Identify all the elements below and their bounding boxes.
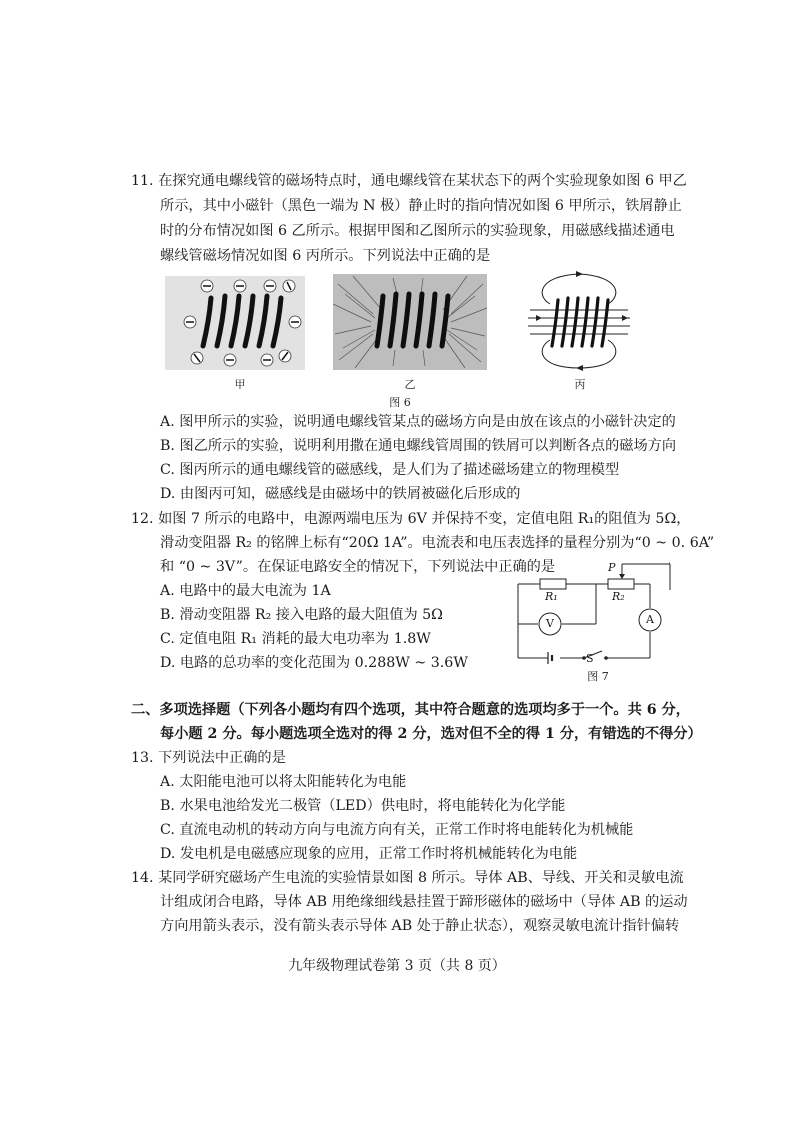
q11-line-1: 11. 在探究通电螺线管的磁场特点时，通电螺线管在某状态下的两个实验现象如图 6 甲乙 xyxy=(131,173,687,189)
q11-option-d: D. 由图丙可知，磁感线是由磁场中的铁屑被磁化后形成的 xyxy=(160,486,521,502)
figure-6-yi xyxy=(333,274,487,370)
page-footer: 九年级物理试卷第 3 页（共 8 页） xyxy=(288,958,506,974)
q12-option-a: A. 电路中的最大电流为 1A xyxy=(160,583,331,599)
figure-6-jia xyxy=(165,276,305,370)
q13-option-a: A. 太阳能电池可以将太阳能转化为电能 xyxy=(160,774,407,790)
section-2-heading-line-1: 二、多项选择题（下列各小题均有四个选项，其中符合题意的选项均多于一个。共 6 分， xyxy=(131,702,690,718)
q12-line-2: 滑动变阻器 R₂ 的铭牌上标有“20Ω 1A”。电流表和电压表选择的量程分别为“0 ~ 0. 6A” xyxy=(160,535,715,551)
q13-stem: 13. 下列说法中正确的是 xyxy=(131,750,286,766)
figure-6-bing xyxy=(528,268,630,372)
circuit-label-ammeter: A xyxy=(646,613,654,626)
figure-6-label-jia: 甲 xyxy=(234,378,246,391)
q11-line-4: 螺线管磁场情况如图 6 丙所示。下列说法中正确的是 xyxy=(160,248,491,264)
q12-line-3: 和 “0 ~ 3V”。在保证电路安全的情况下，下列说法中正确的是 xyxy=(160,559,556,575)
q12-line-1: 12. 如图 7 所示的电路中，电源两端电压为 6V 并保持不变，定值电阻 R₁的阻值为 5Ω， xyxy=(131,511,691,527)
circuit-label-p: P xyxy=(608,561,616,574)
q14-line-2: 计组成闭合电路，导体 AB 用绝缘细线悬挂置于蹄形磁体的磁场中（导体 AB 的运动 xyxy=(160,894,688,910)
figure-7-caption: 图 7 xyxy=(587,670,609,683)
q12-option-b: B. 滑动变阻器 R₂ 接入电路的最大阻值为 5Ω xyxy=(160,607,443,623)
q13-option-c: C. 直流电动机的转动方向与电流方向有关，正常工作时将电能转化为机械能 xyxy=(160,822,634,838)
q13-option-d: D. 发电机是电磁感应现象的应用，正常工作时将机械能转化为电能 xyxy=(160,846,578,862)
figure-6-label-bing: 丙 xyxy=(574,378,586,391)
circuit-label-r1: R₁ xyxy=(545,590,558,603)
q11-option-b: B. 图乙所示的实验，说明利用撒在通电螺线管周围的铁屑可以判断各点的磁场方向 xyxy=(160,438,677,454)
q14-line-3: 方向用箭头表示，没有箭头表示导体 AB 处于静止状态），观察灵敏电流计指针偏转 xyxy=(160,918,680,934)
figure-6-caption: 图 6 xyxy=(389,396,411,409)
q11-option-a: A. 图甲所示的实验，说明通电螺线管某点的磁场方向是由放在该点的小磁针决定的 xyxy=(160,414,676,430)
q11-line-2: 所示，其中小磁针（黑色一端为 N 极）静止时的指向情况如图 6 甲所示，铁屑静止 xyxy=(160,198,682,214)
figure-6-label-yi: 乙 xyxy=(404,378,416,391)
q11-line-3: 时的分布情况如图 6 乙所示。根据甲图和乙图所示的实验现象，用磁感线描述通电 xyxy=(160,223,675,239)
q12-option-c: C. 定值电阻 R₁ 消耗的最大电功率为 1.8W xyxy=(160,631,431,647)
q13-option-b: B. 水果电池给发光二极管（LED）供电时，将电能转化为化学能 xyxy=(160,798,566,814)
circuit-label-switch: S xyxy=(586,652,594,665)
circuit-label-voltmeter: V xyxy=(546,617,554,630)
q14-line-1: 14. 某同学研究磁场产生电流的实验情景如图 8 所示。导体 AB、导线、开关和灵敏电流 xyxy=(131,870,684,886)
q12-option-d: D. 电路的总功率的变化范围为 0.288W ~ 3.6W xyxy=(160,655,468,671)
q11-option-c: C. 图丙所示的通电螺线管的磁感线，是人们为了描述磁场建立的物理模型 xyxy=(160,462,620,478)
circuit-wire-right xyxy=(665,560,673,590)
section-2-heading-line-2: 每小题 2 分。每小题选项全选对的得 2 分，选对但不全的得 1 分，有错选的不得分） xyxy=(160,726,702,742)
circuit-label-r2: R₂ xyxy=(612,590,625,603)
